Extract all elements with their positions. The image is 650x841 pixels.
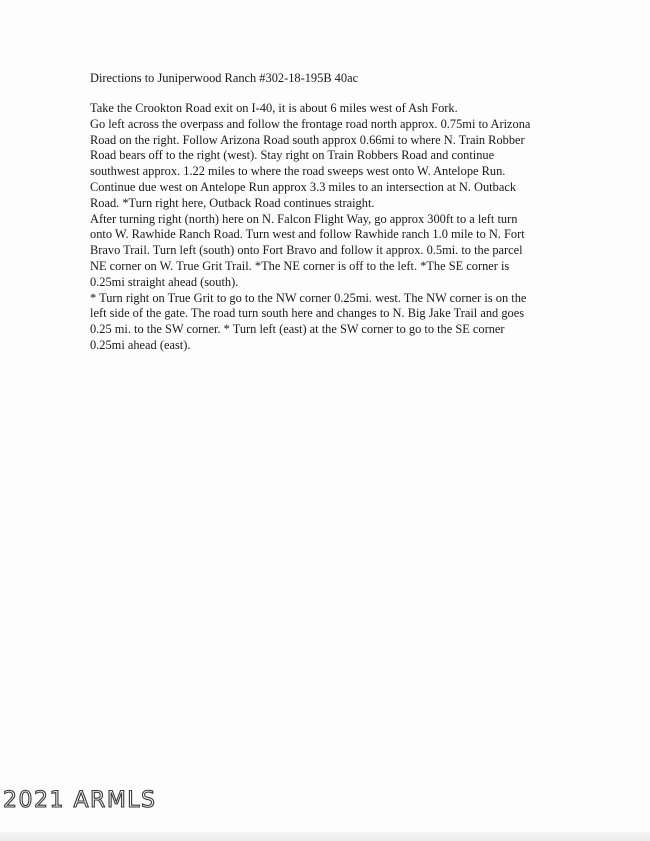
scan-bottom-edge [0, 832, 650, 841]
directions-line: 0.25mi straight ahead (south). [90, 274, 239, 289]
directions-line: * Turn right on True Grit to go to the NW corner 0.25mi. west. The NW corner is on the [90, 290, 527, 305]
directions-line: onto W. Rawhide Ranch Road. Turn west and follow Rawhide ranch 1.0 mile to N. Fort [90, 227, 525, 242]
directions-line: southwest approx. 1.22 miles to where the road sweeps west onto W. Antelope Run. [90, 164, 506, 179]
directions-line: NE corner on W. True Grit Trail. *The NE corner is off to the left. *The SE corner is [90, 258, 510, 273]
directions-line: Go left across the overpass and follow the frontage road north approx. 0.75mi to Arizona [90, 116, 531, 131]
directions-line: Road. *Turn right here, Outback Road continues straight. [90, 195, 375, 210]
directions-line: Road bears off to the right (west). Stay right on Train Robbers Road and continue [90, 148, 495, 163]
directions-line: 0.25mi ahead (east). [90, 337, 191, 352]
directions-line: After turning right (north) here on N. Falcon Flight Way, go approx 300ft to a left turn [90, 211, 518, 226]
copyright-watermark: 2021 ARMLS [3, 788, 157, 813]
directions-line: Take the Crookton Road exit on I-40, it is about 6 miles west of Ash Fork. [90, 101, 458, 115]
directions-body [90, 101, 560, 354]
directions-line: Road on the right. Follow Arizona Road south approx 0.66mi to where N. Train Robber [90, 132, 525, 147]
directions-line: Bravo Trail. Turn left (south) onto Fort Bravo and follow it approx. 0.5mi. to the parcel [90, 243, 523, 258]
directions-line: left side of the gate. The road turn south here and changes to N. Big Jake Trail and goes [90, 306, 525, 321]
document-title: Directions to Juniperwood Ranch #302-18-195B 40ac [90, 71, 359, 85]
directions-line: Continue due west on Antelope Run approx 3.3 miles to an intersection at N. Outback [90, 179, 517, 194]
directions-line: 0.25 mi. to the SW corner. * Turn left (east) at the SW corner to go to the SE corner [90, 322, 505, 337]
